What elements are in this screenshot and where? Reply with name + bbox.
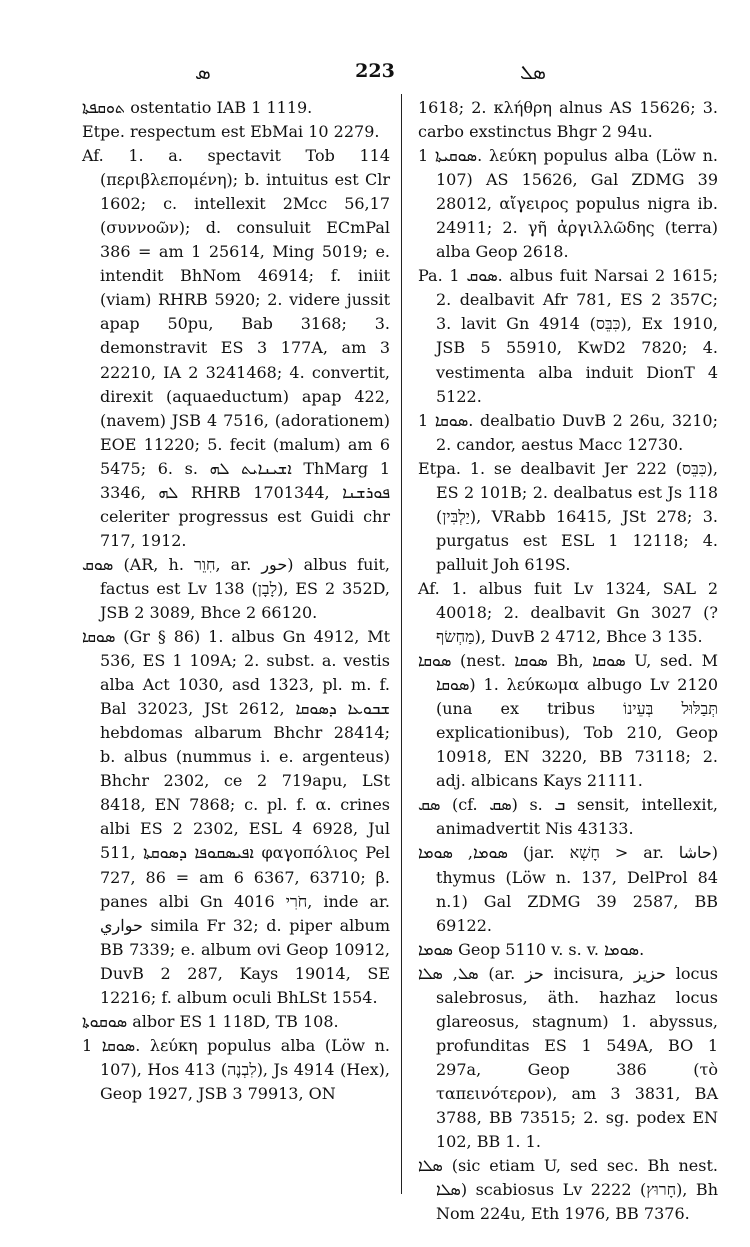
dictionary-entry: ܣܘܩܘܬܐ albor ES 1 118D, TB 108. [82, 1011, 339, 1031]
dictionary-entry: ܣܩ (cf. ܣܩ) s. ܒ sensit, intellexit, animadvertit Nis 43133. [418, 795, 719, 839]
dictionary-entry: ܣܠ, ܣܠܐ (ar. حز incisura, حزيز locus salebrosus, äth. hazhaz locus glareosus, stagnum) 1. abyssus, profunditas ES 1 549A, BO 1 297a, Geop 386 (τὸ ταπεινότερον), am 3 3831, BA 3788, BB 73515; 2. sg. podex EN 102, BB 1. 1. [418, 963, 718, 1152]
dictionary-entry: ܣܘܩܐ 1. λεύκη populus alba (Löw n. 107), Hos 413 (לִבְנֶה), Js 4914 (Hex), Geop 1927, JSB 3 79913, ON [82, 1035, 391, 1103]
page-number: 223 [355, 60, 395, 82]
dictionary-entry: ܣܘܩܝܬܐ 1. λεύκη populus alba (Löw n. 107) AS 15626, Gal ZDMG 39 28012, αἴγειρος populus nigra ib. 24911; 2. γῆ ἀργιλλῶδης (terra) alba Geop 2618. [418, 146, 718, 262]
dictionary-entry-continued: 1618; 2. κλήθρη alnus AS 15626; 3. carbo exstinctus Bhgr 2 94u. [418, 98, 718, 142]
dictionary-entry: Etpe. respectum est EbMai 10 2279. [82, 122, 380, 142]
dictionary-entry: Pa. ܣܘܩ 1. albus fuit Narsai 2 1615; 2. dealbavit Afr 781, ES 2 357C; 3. lavit Gn 4914 (כִּבֵּס), Ex 1910, JSB 5 55910, KwD2 7820; 4. vestimenta alba induit DionT 4 5122. [418, 266, 718, 406]
dictionary-entry: Af. 1. a. spectavit Tob 114 (περιβλεπομένη); b. intuitus est Clr 1602; c. intellexit 2Mcc 56,17 (συννοῶν); d. consuluit ECmPal 386 = am 1 25614, Ming 5019; e. intendit BhNom 46914; f. iniit (viam) RHRB 5920; 2. videre jussit apap 50pu, Bab 3168; 3. demonstravit ES 3 177A, am 3 22210, IA 2 3241468; 4. convertit, direxit (aquaeductum) apap 422, (navem) JSB 4 7516, (adorationem) EOE 11220; 5. fecit (malum) am 6 5475; 6. s. ܐܫܝܢܐܝܬ ܠܗ ThMarg 1 3346, ܠܗ RHRB 1701344, ܦܘܪܫܢܐ celeriter progressus est Guidi chr 717, 1912. [82, 146, 391, 550]
dictionary-entry: ܣܘܩܐ (nest. ܣܘܩܐ Bh, ܣܘܩܐ U, sed. M ܣܘܩܐ) 1. λεύκωμα albugo Lv 2120 (una ex tribus תְּבַלּוּל בְּעֵינוֹ explicationibus), Tob 210, Geop 10918, EN 3220, BB 73118; 2. adj. albicans Kays 21111. [418, 651, 719, 791]
dictionary-entry: ܣܘܩܐ 1. dealbatio DuvB 2 26u, 3210; 2. candor, aestus Macc 12730. [418, 410, 718, 454]
left-column [82, 96, 390, 1106]
header-left-mark: ܣ [195, 60, 211, 84]
dictionary-entry: ܣܘܩܐ (Gr § 86) 1. albus Gn 4912, Mt 536, ES 1 109A; 2. subst. a. vestis alba Act 1030, asd 1323, pl. m. f. Bal 32023, JSt 2612, ܫܒܘܥܐ ܕܣܘܩܐ hebdomas albarum Bhchr 28414; b. albus (nummus i. e. argenteus) Bhchr 2302, ce 2 719apu, LSt 8418, EN 7868; c. pl. f. α. crines albi ES 2 2302, ESL 4 6928, Jul 511, ܐܦܝܣܩܘܦܐ ܕܣܘܩܬܐ φαγοπόλιος Pel 727, 86 = am 6 6367, 63710; β. panes albi Gn 4016 חֹרִי, inde ar. حواري simila Fr 32; d. piper album BB 7339; e. album ovi Geop 10912, DuvB 2 287, Kays 19014, SE 12216; f. album oculi BhLSt 1554. [82, 627, 390, 1007]
dictionary-entry: Af. 1. albus fuit Lv 1324, SAL 2 40018; 2. dealbavit Gn 3027 (? מַחְשׂף), DuvB 2 4712, Bhce 3 135. [418, 578, 718, 647]
page-header [0, 60, 750, 90]
dictionary-entry: ܣܠܐ (sic etiam U, sed sec. Bh nest. ܣܠܐ) scabiosus Lv 2222 (חָרוּץ), Bh Nom 224u, Eth 1976, BB 7376. [418, 1156, 718, 1224]
header-right-mark: ܣܠ [520, 60, 546, 84]
dictionary-entry: ܣܘܡܐ, ܣܘܡܐ (jar. חָשְׁא > ar. حاشا) thymus (Löw n. 137, DelProl 84 n.1) Gal ZDMG 39 2587, BB 69122. [418, 843, 719, 935]
dictionary-entry: ܣܘܡܐ Geop 5110 v. s. v. ܣܘܡܐ. [418, 939, 645, 959]
dictionary-entry: Etpa. 1. se dealbavit Jer 222 (כִּבֵּס), ES 2 101B; 2. dealbatus est Js 118 (יַלְבִּין), VRabb 16415, JSt 278; 3. purgatus est ESL 1 12118; 4. palluit Joh 619S. [418, 458, 718, 574]
dictionary-entry: ܣܘܩ (AR, h. חִוֵר, ar. حور) albus fuit, factus est Lv 138 (לָבָן), ES 2 352D, JSB 2 3089, Bhce 2 66120. [82, 554, 391, 622]
right-column [418, 96, 718, 1226]
dictionary-entry: ܬܘܩܦܬܐ ostentatio IAB 1 1119. [82, 98, 313, 117]
column-divider [401, 94, 402, 1194]
